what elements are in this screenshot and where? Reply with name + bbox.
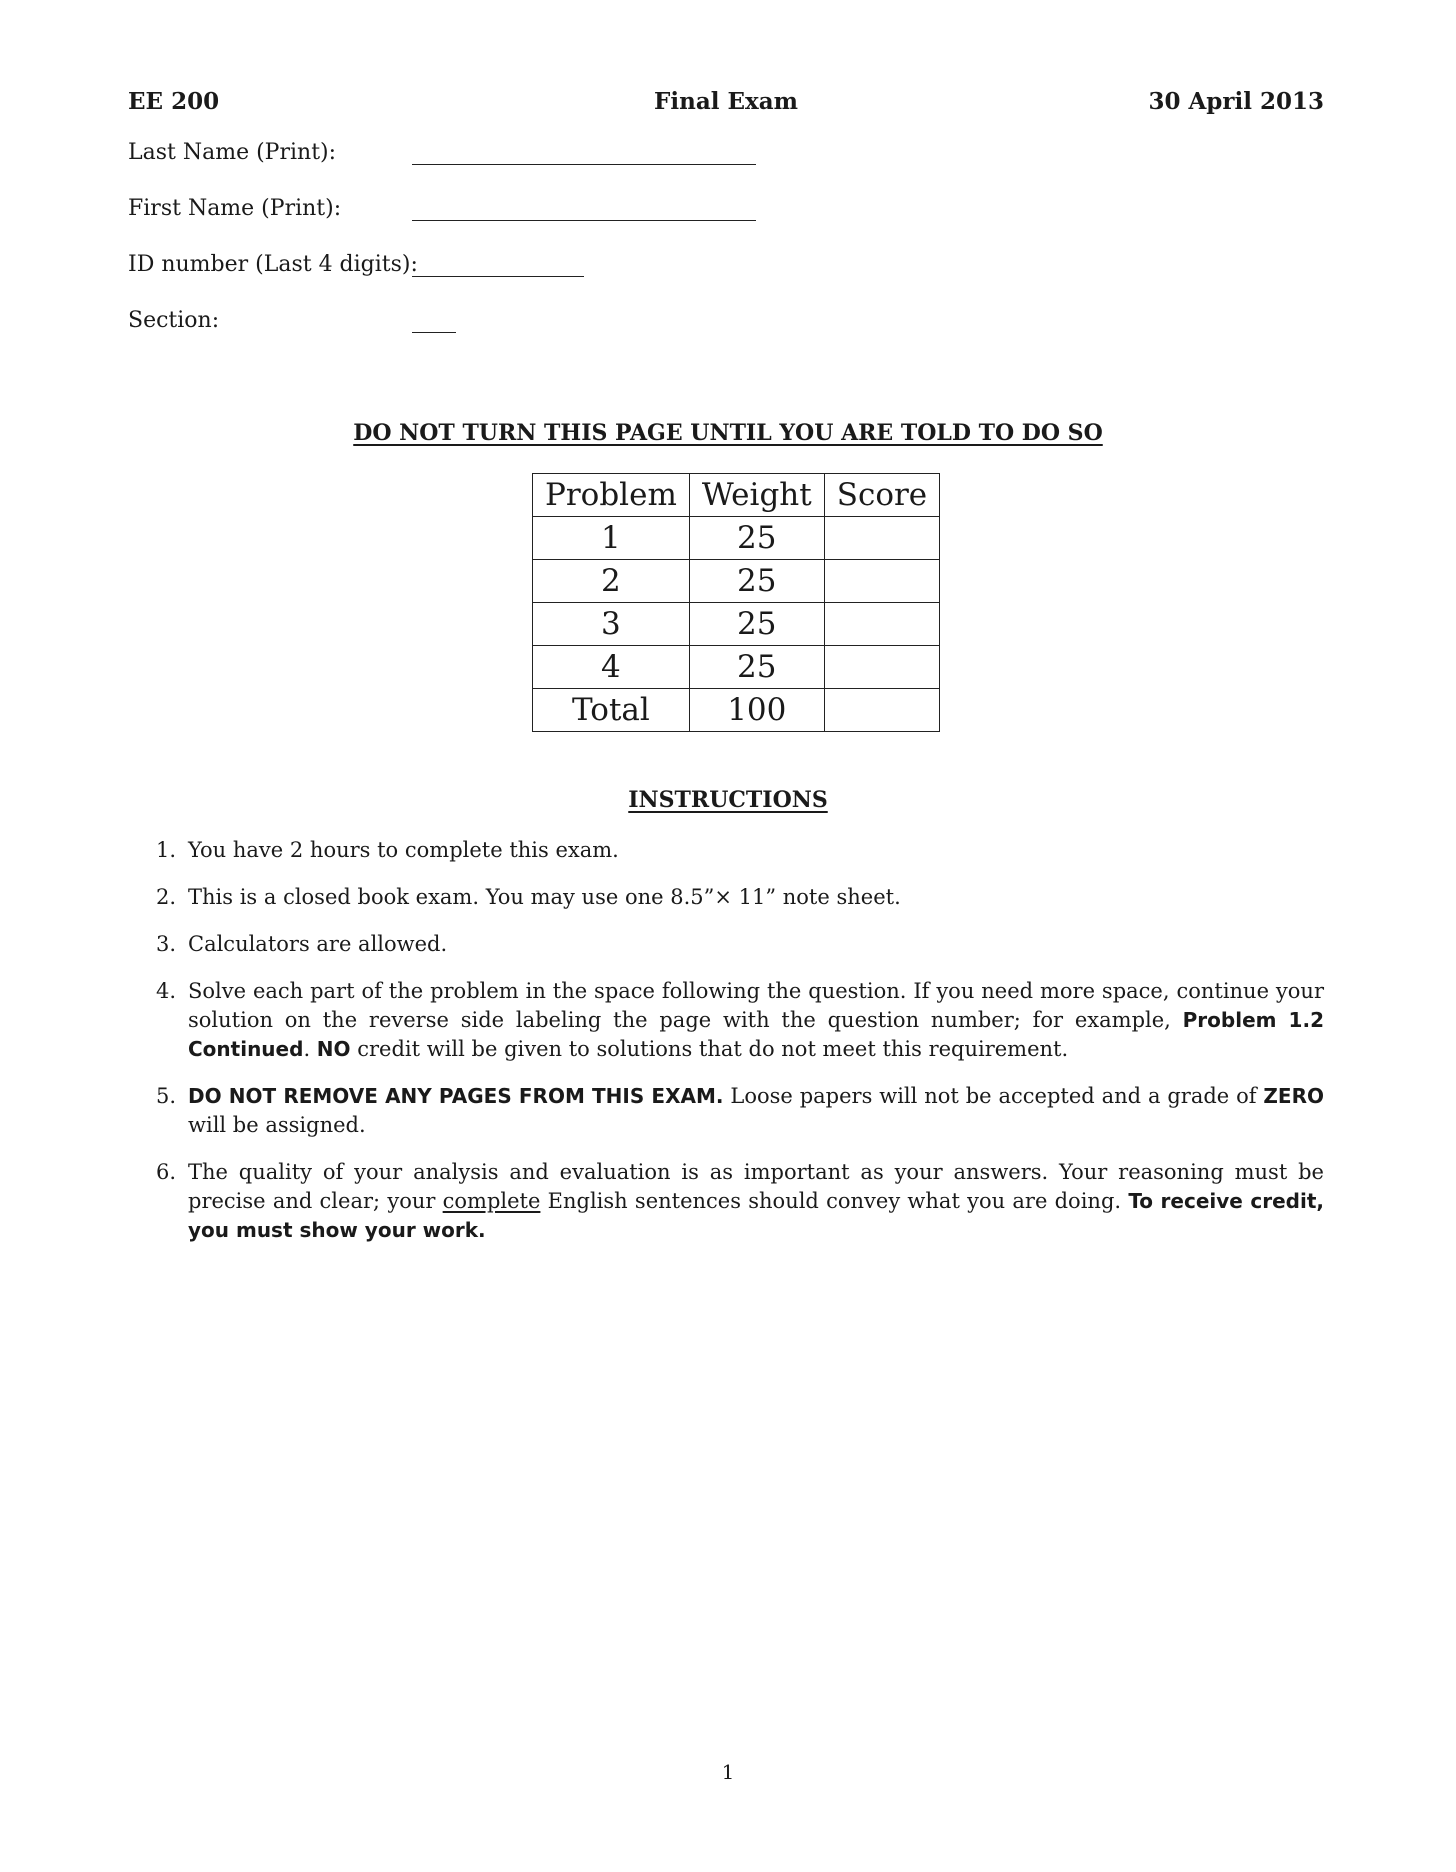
item-bold-text: DO NOT REMOVE ANY PAGES FROM THIS EXAM. [188, 1084, 724, 1108]
problem-cell: Total [533, 689, 690, 732]
item-text: The quality of your analysis and evaluation is as important as your answers. Your reasoning must be precise and clear; your [188, 1160, 1324, 1213]
table-row [533, 517, 940, 560]
item-underlined-text: complete [442, 1189, 541, 1213]
header-weight: Weight [689, 474, 824, 517]
list-item [150, 1082, 1324, 1140]
item-number: 6. [156, 1160, 177, 1184]
weight-cell: 25 [689, 560, 824, 603]
page-header [128, 88, 1324, 120]
instructions-heading [0, 787, 1456, 813]
list-item [150, 930, 1324, 959]
item-number: 5. [156, 1084, 177, 1108]
problem-cell: 2 [533, 560, 690, 603]
last-name-label: Last Name (Print): [128, 140, 337, 165]
table-row [533, 560, 940, 603]
score-cell[interactable] [824, 603, 939, 646]
item-number: 3. [156, 932, 177, 956]
item-number: 2. [156, 885, 177, 909]
item-text: English sentences should convey what you are doing. [540, 1189, 1129, 1213]
exam-title: Final Exam [654, 88, 798, 115]
header-score: Score [824, 474, 939, 517]
score-table-header-row [533, 474, 940, 517]
score-cell[interactable] [824, 646, 939, 689]
list-item [150, 836, 1324, 865]
problem-cell: 4 [533, 646, 690, 689]
item-bold-text: To receive credit, you must show your work. [188, 1189, 1325, 1242]
instructions-list [150, 836, 1324, 1263]
item-text: Loose papers will not be accepted and a grade of [723, 1084, 1264, 1108]
warning-text: DO NOT TURN THIS PAGE UNTIL YOU ARE TOLD TO DO SO [353, 420, 1103, 446]
list-item [150, 1158, 1324, 1245]
course-code: EE 200 [128, 88, 220, 115]
weight-cell: 25 [689, 517, 824, 560]
section-label: Section: [128, 308, 220, 333]
id-number-blank[interactable] [412, 276, 584, 277]
item-text: This is a closed book exam. You may use one 8.5”× 11” note sheet. [188, 885, 901, 909]
list-item [150, 977, 1324, 1064]
instructions-heading-text: INSTRUCTIONS [628, 787, 828, 813]
first-name-blank[interactable] [412, 220, 756, 221]
list-item [150, 883, 1324, 912]
do-not-turn-warning [0, 420, 1456, 446]
weight-cell: 25 [689, 646, 824, 689]
table-row [533, 603, 940, 646]
id-number-label: ID number (Last 4 digits): [128, 252, 418, 277]
item-bold-text: Problem 1.2 Continued [188, 1008, 1324, 1061]
table-row-total [533, 689, 940, 732]
item-number: 4. [156, 979, 177, 1003]
item-bold-text: NO [316, 1037, 351, 1061]
item-text: Solve each part of the problem in the space following the question. If you need more space, continue your solution on the reverse side labeling the page with the question number; for example, [188, 979, 1324, 1032]
item-text: . [303, 1037, 317, 1061]
item-text: Calculators are allowed. [188, 932, 448, 956]
score-cell[interactable] [824, 689, 939, 732]
item-text: will be assigned. [188, 1113, 366, 1137]
problem-cell: 1 [533, 517, 690, 560]
section-blank[interactable] [412, 332, 456, 333]
item-text: credit will be given to solutions that do not meet this requirement. [350, 1037, 1069, 1061]
score-table [532, 473, 940, 732]
item-text: You have 2 hours to complete this exam. [188, 838, 619, 862]
last-name-blank[interactable] [412, 164, 756, 165]
score-cell[interactable] [824, 517, 939, 560]
exam-date: 30 April 2013 [1148, 88, 1324, 115]
score-cell[interactable] [824, 560, 939, 603]
table-row [533, 646, 940, 689]
header-problem: Problem [533, 474, 690, 517]
item-bold-text: ZERO [1263, 1084, 1324, 1108]
first-name-label: First Name (Print): [128, 196, 342, 221]
item-number: 1. [156, 838, 177, 862]
page-number: 1 [721, 1760, 735, 1784]
weight-cell: 25 [689, 603, 824, 646]
weight-cell: 100 [689, 689, 824, 732]
problem-cell: 3 [533, 603, 690, 646]
